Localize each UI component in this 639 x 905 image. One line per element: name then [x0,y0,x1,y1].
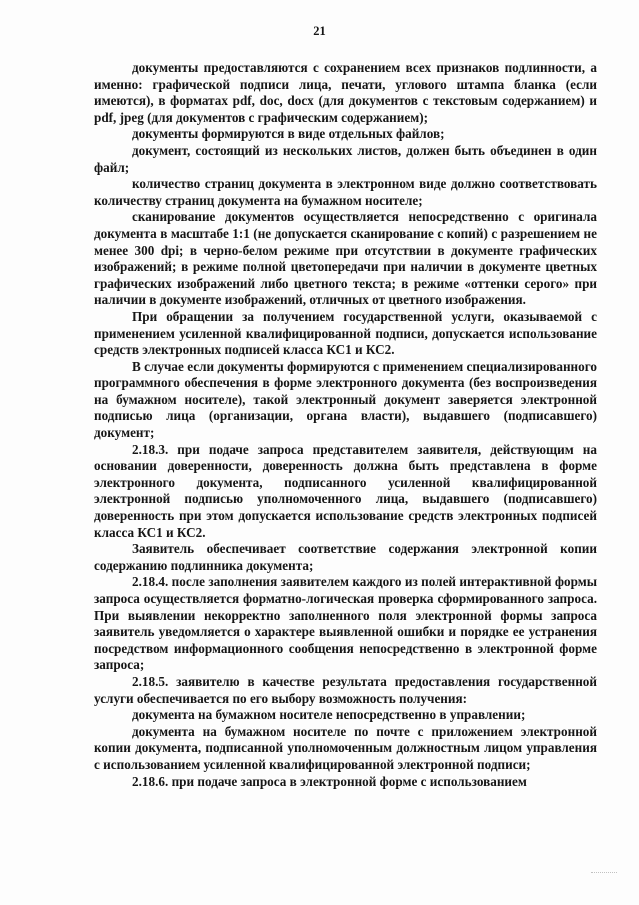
page-number: 21 [313,24,326,38]
scan-artifact [591,872,617,879]
paragraph: Заявитель обеспечивает соответствие содержания электронной копии содержанию подлинника документа; [94,541,597,573]
paragraph: документа на бумажном носителе непосредственно в управлении; [132,707,526,723]
paragraph: 2.18.3. при подаче запроса представителем заявителя, действующим на основании доверенности, доверенность должна быть представлена в форме электронного документа, подписанного усиленной квалифицированной электронной подписью уполномоченного лица, выдавшего (подписавшего) доверенность при этом допускается использование средств электронных подписей класса КС1 и КС2. [94,441,597,540]
document-body [94,60,597,790]
paragraph: 2.18.6. при подаче запроса в электронной форме с использованием [132,773,527,789]
paragraph: В случае если документы формируются с применением специализированного программного обеспечения в форме электронного документа (без воспроизведения на бумажном носителе), такой электронный документ заверяется электронной подписью лица (организации, органа власти), выдавшего (подписавшего) документ; [94,358,597,441]
paragraph: 2.18.4. после заполнения заявителем каждого из полей интерактивной формы запроса осуществляется форматно-логическая проверка сформированного запроса. При выявлении некорректно заполненного поля электронной формы запроса заявитель уведомляется о характере выявленной ошибки и порядке ее устранения посредством информационного сообщения непосредственно в электронной форме запроса; [94,574,597,673]
paragraph: документы предоставляются с сохранением всех признаков подлинности, а именно: графической подписи лица, печати, углового штампа бланка (если имеются), в форматах pdf, doc, docx (для документов с текстовым содержанием) и pdf, jpeg (для документов с графическим содержанием); [94,60,597,125]
paragraph: 2.18.5. заявителю в качестве результата предоставления государственной услуги обеспечивается по его выбору возможность получения: [94,673,597,706]
paragraph: документа на бумажном носителе по почте с приложением электронной копии документа, подписанной уполномоченным должностным лицом управления с использованием усиленной квалифицированной электронной подписи; [94,723,597,772]
paragraph: документы формируются в виде отдельных файлов; [132,126,445,142]
paragraph: документ, состоящий из нескольких листов, должен быть объединен в один файл; [94,142,597,175]
paragraph: сканирование документов осуществляется непосредственно с оригинала документа в масштабе 1:1 (не допускается сканирование с копий) с разрешением не менее 300 dpi; в черно-белом режиме при отсутствии в документе графических изображений; в режиме полной цветопередачи при наличии в документе цветных графических изображений либо цветного текста; в режиме «оттенки серого» при наличии в документе изображений, отличных от цветного изображения. [94,209,597,308]
paragraph: количество страниц документа в электронном виде должно соответствовать количеству страниц документа на бумажном носителе; [94,176,597,208]
paragraph: При обращении за получением государственной услуги, оказываемой с применением усиленной квалифицированной подписи, допускается использование средств электронных подписей класса КС1 и КС2. [94,308,597,358]
